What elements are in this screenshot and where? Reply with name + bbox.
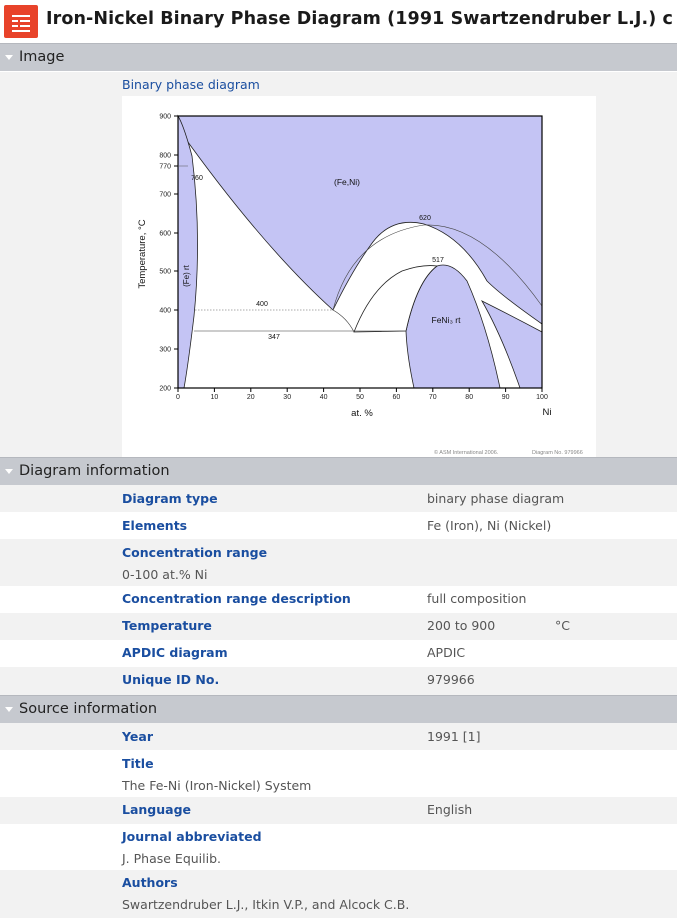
value-unique-id: 979966 [427, 672, 475, 687]
region-fe-rt [178, 116, 198, 388]
info-row-concentration-desc [0, 586, 677, 613]
info-row-unique-id [0, 667, 677, 695]
value-concentration-desc: full composition [427, 591, 527, 606]
label-fe-rt: (Fe) rt [182, 265, 191, 287]
label-517: 517 [432, 257, 444, 264]
source-row-journal [0, 824, 677, 870]
y-tick-700: 700 [159, 191, 171, 199]
collapse-triangle-icon[interactable] [5, 707, 13, 712]
value-authors: Swartzendruber L.J., Itkin V.P., and Alcock C.B. [122, 897, 410, 912]
x-tick-40: 40 [319, 394, 328, 401]
y-tick-300: 300 [159, 346, 171, 354]
y-tick-770: 770 [159, 163, 171, 171]
y-tick-800: 800 [159, 152, 171, 160]
value-concentration-range: 0-100 at.% Ni [122, 567, 208, 582]
key-journal[interactable]: Journal abbreviated [122, 829, 262, 844]
value-year[interactable]: 1991 [1] [427, 729, 481, 744]
section-diagram-info-label: Diagram information [19, 463, 170, 479]
y-tick-200: 200 [159, 385, 171, 393]
section-source-info-label: Source information [19, 701, 158, 717]
key-language[interactable]: Language [122, 802, 192, 817]
key-diagram-type[interactable]: Diagram type [122, 491, 218, 506]
value-language: English [427, 802, 473, 817]
x-tick-60: 60 [392, 394, 401, 401]
key-apdic[interactable]: APDIC diagram [122, 645, 228, 660]
x-tick-70: 70 [428, 394, 437, 401]
key-authors[interactable]: Authors [122, 875, 178, 890]
document-list-icon[interactable] [4, 5, 38, 38]
key-year[interactable]: Year [122, 729, 153, 744]
page-title: Iron-Nickel Binary Phase Diagram (1991 Swartzendruber L.J.) c [46, 9, 674, 29]
section-source-info-header[interactable] [0, 695, 677, 723]
image-caption[interactable]: Binary phase diagram [122, 77, 260, 92]
collapse-triangle-icon[interactable] [5, 469, 13, 474]
region-feni [178, 116, 542, 324]
line-eutectoid [333, 310, 354, 332]
diagram-number-text: Diagram No. 979966 [532, 450, 583, 456]
section-diagram-info-header[interactable] [0, 457, 677, 485]
source-row-year [0, 723, 677, 750]
key-elements[interactable]: Elements [122, 518, 188, 533]
value-diagram-type: binary phase diagram [427, 491, 565, 506]
x-tick-50: 50 [356, 394, 364, 401]
y-tick-600: 600 [159, 230, 171, 238]
x-tick-10: 10 [210, 394, 219, 401]
source-row-authors [0, 870, 677, 918]
x-axis-label: at. % [351, 408, 373, 419]
right-element-label: Ni [542, 407, 552, 418]
unit-temperature: °C [555, 618, 570, 633]
key-unique-id[interactable]: Unique ID No. [122, 672, 220, 687]
section-image-header[interactable] [0, 43, 677, 71]
x-tick-90: 90 [501, 394, 510, 401]
key-concentration-range[interactable]: Concentration range [122, 545, 268, 560]
value-journal: J. Phase Equilib. [122, 851, 222, 866]
x-axis [176, 388, 548, 401]
key-title[interactable]: Title [122, 756, 154, 771]
x-tick-0: 0 [176, 394, 180, 401]
info-row-concentration-range [0, 539, 677, 586]
info-row-diagram-type [0, 485, 677, 512]
info-row-temperature [0, 613, 677, 640]
value-title: The Fe-Ni (Iron-Nickel) System [122, 778, 312, 793]
key-temperature[interactable]: Temperature [122, 618, 212, 633]
label-400: 400 [256, 301, 268, 308]
y-tick-500: 500 [159, 268, 171, 276]
x-tick-80: 80 [465, 394, 474, 401]
phase-diagram[interactable] [122, 96, 596, 457]
x-tick-30: 30 [283, 394, 292, 401]
value-apdic: APDIC [427, 645, 466, 660]
page-header [0, 0, 677, 43]
collapse-triangle-icon[interactable] [5, 55, 13, 60]
phase-diagram-svg [122, 96, 596, 457]
key-concentration-desc[interactable]: Concentration range description [122, 591, 351, 606]
copyright-text: © ASM International 2006. [434, 450, 499, 456]
image-panel [0, 72, 677, 457]
info-row-elements [0, 512, 677, 539]
label-620: 620 [419, 215, 431, 222]
label-347: 347 [268, 334, 280, 341]
x-tick-20: 20 [246, 394, 255, 401]
y-tick-400: 400 [159, 307, 171, 315]
y-axis-label: Temperature, °C [137, 219, 148, 289]
source-row-language [0, 797, 677, 824]
label-760: 760 [191, 175, 203, 182]
value-elements: Fe (Iron), Ni (Nickel) [427, 518, 552, 533]
y-tick-900: 900 [159, 113, 171, 121]
value-temperature: 200 to 900 [427, 618, 496, 633]
section-image-label: Image [19, 49, 65, 65]
label-feni: (Fe,Ni) [334, 177, 360, 187]
info-row-apdic [0, 640, 677, 667]
x-tick-100: 100 [536, 394, 548, 401]
source-row-title [0, 750, 677, 797]
label-feni3: FeNi₃ rt [431, 315, 461, 325]
